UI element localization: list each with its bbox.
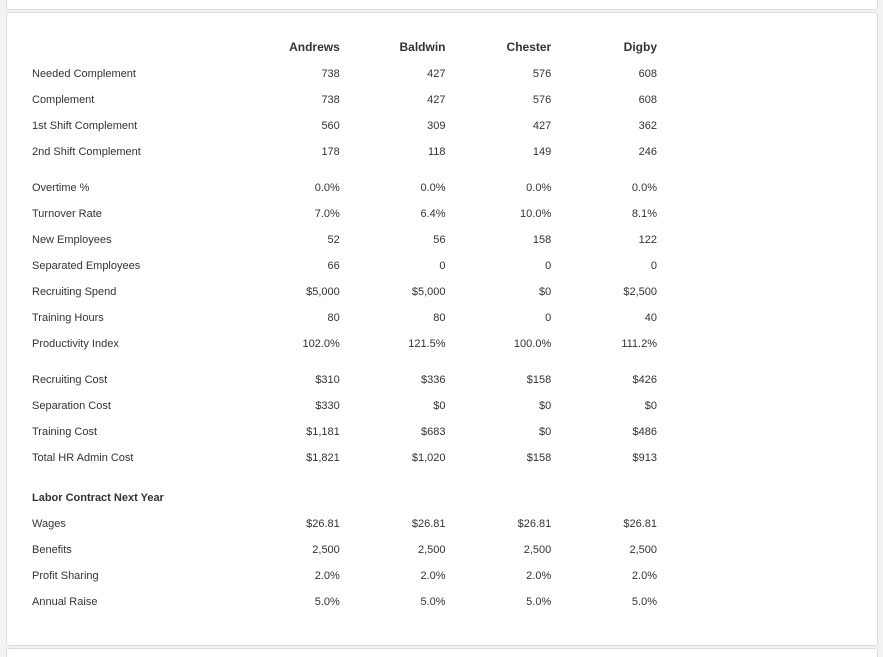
hr-report-panel <box>6 12 878 646</box>
cell-value: 0.0% <box>314 182 340 194</box>
column-header-andrews: Andrews <box>289 40 340 54</box>
table-row <box>27 61 657 87</box>
table-row <box>27 113 657 139</box>
cell-value: $0 <box>433 400 446 412</box>
cell-value: $26.81 <box>623 518 657 530</box>
table-row <box>27 227 657 253</box>
cell-value: 178 <box>321 146 340 158</box>
cell-value: $0 <box>538 426 552 438</box>
table-row <box>27 139 657 165</box>
cell-value: 2.0% <box>314 570 340 582</box>
cell-value: 738 <box>321 68 340 80</box>
cell-value: 0 <box>545 312 552 324</box>
cell-value: 0.0% <box>526 182 552 194</box>
cell-value: 576 <box>532 68 552 80</box>
column-header-digby: Digby <box>623 40 657 54</box>
table-row <box>27 393 657 419</box>
cell-value: 100.0% <box>513 338 552 350</box>
cell-value: $2,500 <box>623 286 657 298</box>
cell-value: 608 <box>638 94 657 106</box>
table-row <box>27 253 657 279</box>
next-panel-edge <box>6 648 878 657</box>
cell-value: 8.1% <box>631 208 657 220</box>
cell-value: 111.2% <box>621 338 657 350</box>
header-label-cell <box>27 37 234 61</box>
cell-value: $426 <box>632 374 657 386</box>
cell-value: 7.0% <box>314 208 340 220</box>
empty-cell <box>446 471 552 511</box>
cell-value: 6.4% <box>420 208 446 220</box>
cell-value: 149 <box>532 146 552 158</box>
cell-value: 2.0% <box>526 570 552 582</box>
cell-value: 0.0% <box>631 182 657 194</box>
cell-value: 2.0% <box>631 570 657 582</box>
cell-value: $336 <box>421 374 446 386</box>
row-label: Recruiting Cost <box>32 374 108 386</box>
cell-value: 56 <box>433 234 446 246</box>
section-title: Labor Contract Next Year <box>32 492 164 504</box>
row-label: Benefits <box>32 544 72 556</box>
empty-cell <box>340 471 446 511</box>
column-header-baldwin: Baldwin <box>399 40 446 54</box>
cell-value: 52 <box>327 234 340 246</box>
cell-value: 66 <box>327 260 340 272</box>
cell-value: $486 <box>632 426 657 438</box>
cell-value: $1,020 <box>411 452 446 464</box>
cell-value: 158 <box>532 234 552 246</box>
table-row <box>27 305 657 331</box>
cell-value: 2,500 <box>629 544 657 556</box>
table-row <box>27 279 657 305</box>
empty-cell <box>551 471 657 511</box>
cell-value: $310 <box>315 374 340 386</box>
section-header-row <box>27 471 657 511</box>
table-header-row <box>27 37 657 61</box>
cell-value: 118 <box>427 146 446 158</box>
cell-value: 102.0% <box>302 338 340 350</box>
cell-value: $0 <box>538 286 552 298</box>
cell-value: 2,500 <box>417 544 446 556</box>
row-label: Recruiting Spend <box>32 286 117 298</box>
cell-value: 121.5% <box>408 338 446 350</box>
cell-value: 40 <box>644 312 657 324</box>
cell-value: $26.81 <box>306 518 340 530</box>
table-row <box>27 589 657 615</box>
cell-value: $0 <box>538 400 552 412</box>
cell-value: 0 <box>650 260 657 272</box>
cell-value: 5.0% <box>420 596 446 608</box>
row-label: Annual Raise <box>32 596 98 608</box>
cell-value: $158 <box>526 452 552 464</box>
table-row <box>27 331 657 357</box>
hr-report-table <box>27 37 657 615</box>
cell-value: 309 <box>427 120 446 132</box>
table-row <box>27 511 657 537</box>
row-label: Needed Complement <box>32 68 136 80</box>
row-label: Separated Employees <box>32 260 141 272</box>
table-row <box>27 445 657 471</box>
row-label: Profit Sharing <box>32 570 99 582</box>
cell-value: 738 <box>321 94 340 106</box>
cell-value: 362 <box>638 120 657 132</box>
cell-value: $1,181 <box>306 426 340 438</box>
cell-value: 80 <box>433 312 446 324</box>
table-row <box>27 537 657 563</box>
table-row <box>27 563 657 589</box>
cell-value: 608 <box>638 68 657 80</box>
column-header-chester: Chester <box>506 40 552 54</box>
table-row <box>27 201 657 227</box>
cell-value: $158 <box>526 374 552 386</box>
cell-value: 576 <box>532 94 552 106</box>
cell-value: 560 <box>321 120 340 132</box>
row-label: New Employees <box>32 234 112 246</box>
row-label: Overtime % <box>32 182 90 194</box>
table-row <box>27 87 657 113</box>
cell-value: 427 <box>427 94 446 106</box>
row-label: Turnover Rate <box>32 208 102 220</box>
row-label: Productivity Index <box>32 338 119 350</box>
cell-value: 0.0% <box>420 182 446 194</box>
cell-value: $5,000 <box>411 286 446 298</box>
cell-value: 427 <box>532 120 552 132</box>
cell-value: $683 <box>421 426 446 438</box>
table-body <box>27 61 657 615</box>
cell-value: 5.0% <box>314 596 340 608</box>
cell-value: $0 <box>644 400 657 412</box>
row-label: Separation Cost <box>32 400 111 412</box>
cell-value: 10.0% <box>520 208 552 220</box>
cell-value: $26.81 <box>517 518 552 530</box>
cell-value: 0 <box>439 260 446 272</box>
empty-cell <box>234 471 340 511</box>
cell-value: 0 <box>545 260 552 272</box>
cell-value: $330 <box>315 400 340 412</box>
row-label: Training Hours <box>32 312 104 324</box>
cell-value: $26.81 <box>411 518 446 530</box>
cell-value: 2,500 <box>312 544 340 556</box>
cell-value: 5.0% <box>631 596 657 608</box>
cell-value: 122 <box>638 234 657 246</box>
row-label: Wages <box>32 518 66 530</box>
table-row <box>27 419 657 445</box>
cell-value: $913 <box>632 452 657 464</box>
cell-value: $5,000 <box>306 286 340 298</box>
row-label: 2nd Shift Complement <box>32 146 141 158</box>
cell-value: 2.0% <box>420 570 446 582</box>
cell-value: 5.0% <box>526 596 552 608</box>
row-label: Total HR Admin Cost <box>32 452 134 464</box>
row-label: Complement <box>32 94 95 106</box>
row-label: 1st Shift Complement <box>32 120 138 132</box>
row-label: Training Cost <box>32 426 98 438</box>
cell-value: 246 <box>638 146 657 158</box>
cell-value: 2,500 <box>523 544 552 556</box>
cell-value: 80 <box>327 312 340 324</box>
previous-panel-edge <box>6 0 878 10</box>
table-row <box>27 165 657 201</box>
cell-value: 427 <box>427 68 446 80</box>
cell-value: $1,821 <box>306 452 340 464</box>
table-row <box>27 357 657 393</box>
